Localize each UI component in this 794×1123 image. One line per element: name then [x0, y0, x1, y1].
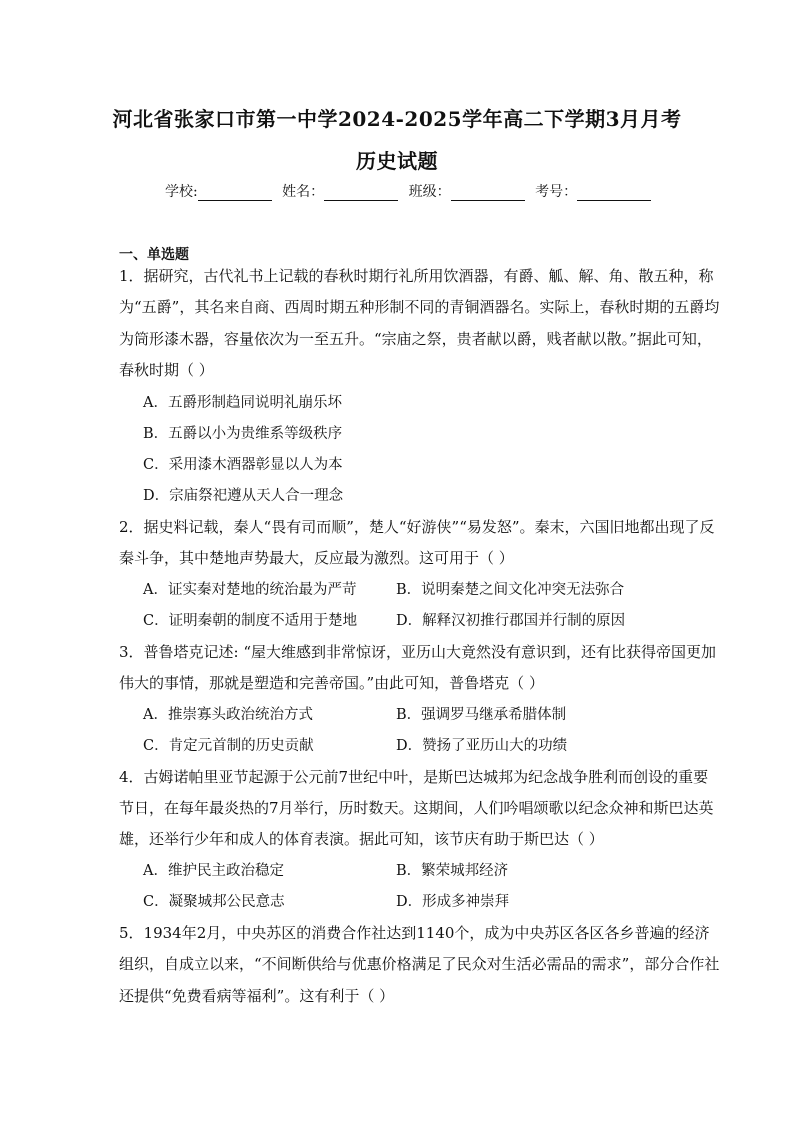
question-2-option-c[interactable]: C．证明秦朝的制度不适用于楚地 — [143, 613, 358, 629]
question-3-option-b[interactable]: B．强调罗马继承希腊体制 — [396, 707, 567, 723]
question-1-option-b[interactable]: B．五爵以小为贵维系等级秩序 — [143, 426, 343, 442]
school-blank[interactable] — [198, 186, 272, 201]
exam-number-label: 考号： — [535, 184, 578, 200]
question-4-option-a[interactable]: A．维护民主政治稳定 — [143, 863, 284, 879]
question-2-option-d[interactable]: D．解释汉初推行郡国并行制的原因 — [396, 613, 626, 629]
question-2-option-a[interactable]: A．证实秦对楚地的统治最为严苛 — [143, 582, 357, 598]
question-2-line: 秦斗争，其中楚地声势最大，反应最为激烈。这可用于（ ） — [119, 549, 514, 567]
question-4-option-b[interactable]: B．繁荣城邦经济 — [396, 863, 509, 879]
question-1-option-c[interactable]: C．采用漆木酒器彰显以人为本 — [143, 457, 343, 473]
question-1-line: 1．据研究，古代礼书上记载的春秋时期行礼所用饮酒器，有爵、觚、解、角、散五种，称 — [119, 267, 714, 285]
student-info-line — [165, 181, 657, 201]
section-title: 一、单选题 — [119, 247, 189, 263]
question-4-line: 雄，还举行少年和成人的体育表演。据此可知，该节庆有助于斯巴达（ ） — [119, 830, 604, 848]
question-3-line: 3．普鲁塔克记述: “屋大维感到非常惊讶，亚历山大竟然没有意识到，还有比获得帝国更加 — [119, 643, 717, 661]
question-5-line: 还提供“免费看病等福利”。这有利于（ ） — [119, 987, 395, 1005]
question-3-option-a[interactable]: A．推崇寡头政治统治方式 — [143, 707, 313, 723]
question-5-line: 5．1934年2月，中央苏区的消费合作社达到1140个，成为中央苏区各区各乡普遍的经济 — [119, 924, 710, 942]
exam-number-blank[interactable] — [577, 186, 651, 201]
question-1-option-a[interactable]: A．五爵形制趋同说明礼崩乐坏 — [143, 395, 342, 411]
question-5-line: 组织，自成立以来，“不间断供给与优惠价格满足了民众对生活必需品的需求”，部分合作社 — [119, 955, 720, 973]
question-1-line: 为筒形漆木器，容量依次为一至五升。“宗庙之祭，贵者献以爵，贱者献以散。”据此可知， — [119, 330, 712, 348]
question-3-line: 伟大的事情，那就是塑造和完善帝国。”由此可知，普鲁塔克（ ） — [119, 674, 544, 692]
question-4-line: 节日，在每年最炎热的7月举行，历时数天。这期间，人们吟唱颂歌以纪念众神和斯巴达英 — [119, 799, 714, 817]
exam-title: 河北省张家口市第一中学2024-2025学年高二下学期3月月考 — [112, 107, 682, 131]
exam-subject: 历史试题 — [356, 149, 438, 173]
class-label: 班级： — [408, 184, 451, 200]
question-2-line: 2．据史料记载，秦人“畏有司而顺”，楚人“好游侠”“易发怒”。秦末，六国旧地都出现了反 — [119, 518, 715, 536]
question-4-option-d[interactable]: D．形成多神崇拜 — [396, 894, 510, 910]
school-label: 学校: — [165, 184, 198, 200]
question-3-option-d[interactable]: D．赞扬了亚历山大的功绩 — [396, 738, 568, 754]
question-1-line: 为“五爵”，其名来自商、西周时期五种形制不同的青铜酒器名。实际上，春秋时期的五爵均 — [119, 298, 720, 316]
question-4-option-c[interactable]: C．凝聚城邦公民意志 — [143, 894, 285, 910]
question-1-option-d[interactable]: D．宗庙祭祀遵从天人合一理念 — [143, 488, 344, 504]
question-1-line: 春秋时期（ ） — [119, 361, 214, 379]
name-label: 姓名： — [282, 184, 325, 200]
name-blank[interactable] — [324, 186, 398, 201]
question-4-line: 4．古姆诺帕里亚节起源于公元前7世纪中叶，是斯巴达城邦为纪念战争胜利而创设的重要 — [119, 768, 709, 786]
question-2-option-b[interactable]: B．说明秦楚之间文化冲突无法弥合 — [396, 582, 625, 598]
question-3-option-c[interactable]: C．肯定元首制的历史贡献 — [143, 738, 314, 754]
class-blank[interactable] — [451, 186, 525, 201]
